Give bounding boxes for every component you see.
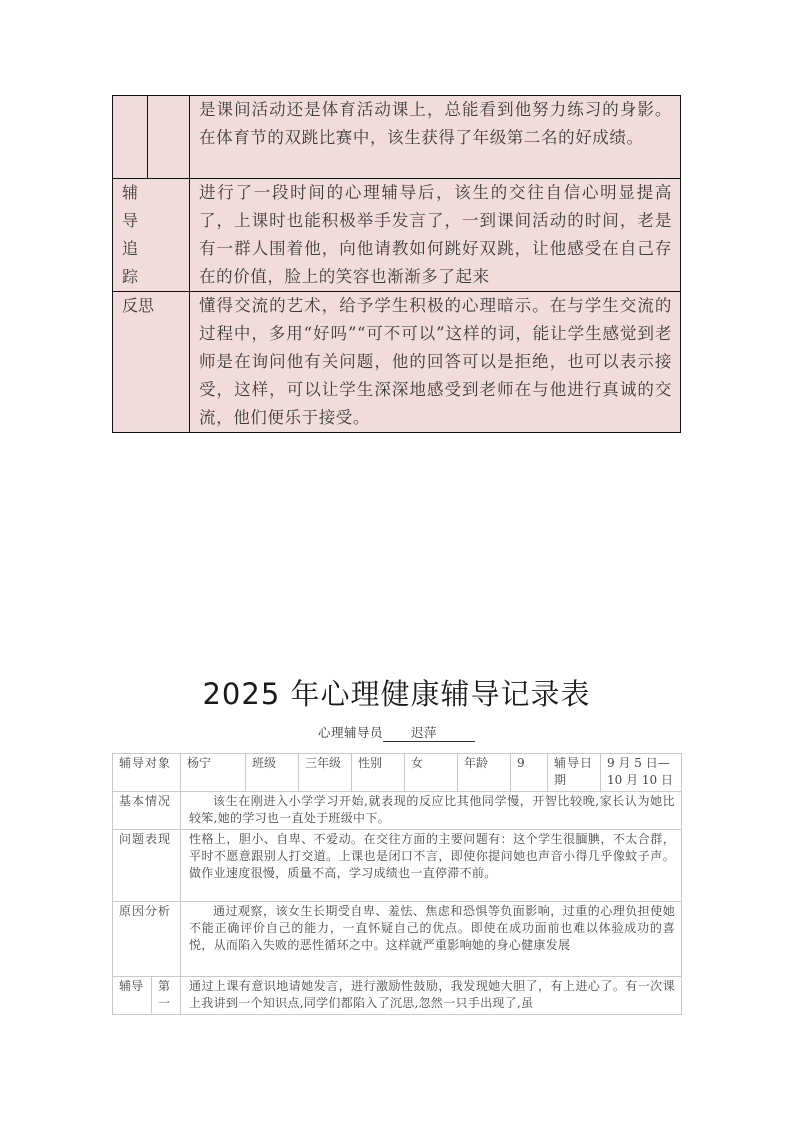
counselor-name: 迟萍 <box>383 723 475 742</box>
header-row <box>113 754 682 792</box>
table-row <box>113 179 681 292</box>
tracking-text-cell <box>190 179 681 292</box>
tracking-text: 进行了一段时间的心理辅导后，该生的交往自信心明显提高了，上课时也能积极举手发言了，一到课间活动的时间，老是有一群人围着他，向他请教如何跳好双跳，让他感受在自己存在的价值，脸上的笑容也渐渐多了起来 <box>199 183 672 286</box>
process-text: 通过上课有意识地请她发言，进行激励性鼓励，我发现她大胆了，有上进心了。有一次课上我讲到一个知识点,同学们都陷入了沉思,忽然一只手出现了,虽 <box>181 977 682 1015</box>
age-label: 年龄 <box>458 754 511 792</box>
target-label: 辅导对象 <box>113 754 181 792</box>
reflection-label: 反思 <box>122 296 155 315</box>
stage-label: 第一 <box>151 977 180 1013</box>
continued-text: 是课间活动还是体育活动课上，总能看到他努力练习的身影。在体育节的双跳比赛中，该生获得了年级第二名的好成绩。 <box>199 100 672 147</box>
cause-text: 通过观察，该女生长期受自卑、羞怯、焦虑和恐惧等负面影响，过重的心理负担使她不能正确评价自己的能力，一直怀疑自己的优点。即使在成功面前也难以体验成功的喜悦，从而陷入失败的恶性循环之中。这样就严重影响她的身心健康发展 <box>181 902 682 977</box>
tracking-label: 辅导追踪 <box>122 183 139 286</box>
reflection-label-cell <box>113 292 190 433</box>
counseling-record-table <box>112 753 682 1015</box>
empty-stage-cell <box>148 96 190 179</box>
gender-label: 性别 <box>352 754 405 792</box>
class-label: 班级 <box>246 754 299 792</box>
table-row <box>113 902 682 977</box>
problem-text: 性格上，胆小、自卑、不爱动。在交往方面的主要问题有：这个学生很腼腆，不太合群，平时不愿意跟别人打交道。上课也是闭口不言，即使你提问她也声音小得几乎像蚊子声。做作业速度很慢，质量不高，学习成绩也一直停滞不前。 <box>181 830 682 902</box>
counselor-label: 心理辅导员 <box>317 725 383 740</box>
age-value: 9 <box>511 754 548 792</box>
reflection-text: 懂得交流的艺术，给予学生积极的心理暗示。在与学生交流的过程中，多用“好吗”“可不可以”这样的词，能让学生感觉到老师是在询问他有关问题，他的回答可以是拒绝，也可以表示接受，这样，可以让学生深深地感受到老师在与他进行真诚的交流，他们便乐于接受。 <box>199 296 672 427</box>
table-row <box>113 96 681 179</box>
basic-text: 该生在刚进入小学学习开始,就表现的反应比其他同学慢，开智比较晚,家长认为她比较笨,她的学习也一直处于班级中下。 <box>181 792 682 830</box>
continued-record-table <box>112 95 681 433</box>
continued-process-text <box>190 96 681 179</box>
class-value: 三年级 <box>299 754 352 792</box>
date-label: 辅导日期 <box>548 754 601 792</box>
page-title: 2025 年心理健康辅导记录表 <box>202 677 591 711</box>
counselor-line <box>0 723 793 742</box>
table-row <box>113 977 682 1015</box>
table-row <box>113 792 682 830</box>
empty-label-cell <box>113 96 148 179</box>
process-label: 辅导 <box>119 979 144 993</box>
basic-label: 基本情况 <box>113 792 181 830</box>
process-label-cell <box>113 977 181 1015</box>
date-value: 9 月 5 日—10 月 10 日 <box>601 754 682 792</box>
reflection-text-cell <box>190 292 681 433</box>
target-value: 杨宁 <box>181 754 246 792</box>
tracking-label-cell <box>113 179 190 292</box>
gender-value: 女 <box>405 754 458 792</box>
table-row <box>113 292 681 433</box>
problem-label: 问题表现 <box>113 830 181 902</box>
table-row <box>113 830 682 902</box>
cause-label: 原因分析 <box>113 902 181 977</box>
